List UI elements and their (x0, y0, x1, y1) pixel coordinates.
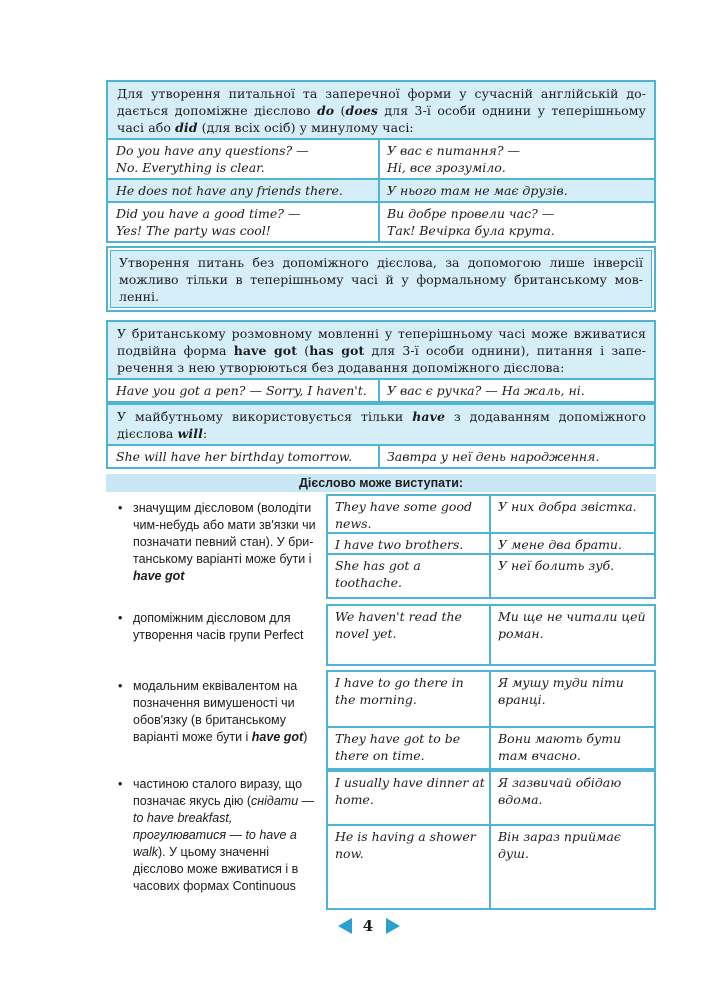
table-row: I usually have dinner at home. Я зазвичай обідаю вдома. (328, 772, 654, 824)
example-ukrainian: У нього там не має друзів. (387, 183, 568, 198)
example-english: Did you have a good time? — Yes! The party was cool! (108, 203, 380, 241)
example-row (108, 178, 654, 201)
bullet-modal-equivalent: • модальним еквівалентом на позначення вимушеності чи обов'язку (в британському варіанті може бути і have got) (118, 679, 308, 744)
example-row (108, 444, 654, 467)
table-row: She has got a toothache. У неї болить зуб. (328, 553, 654, 597)
table-row: He is having a shower now. Він зараз приймає душ. (328, 824, 654, 908)
bullet-dot: • (118, 679, 123, 693)
table-row: They have some good news. У них добра звістка. (328, 496, 654, 532)
verb-roles-heading: Дієслово може виступати: (106, 474, 656, 492)
next-arrow-icon (384, 916, 402, 936)
future-will-rule: У майбутньому використовується тільки have з додаванням допоміжного дієслова will: (108, 405, 654, 444)
table-row: I have to go there in the morning. Я мушу туди піти вранці. (328, 672, 654, 726)
example-ukrainian: У вас є питання? — Ні, все зрозуміло. (387, 143, 521, 175)
example-english: She will have her birthday tomorrow. (108, 446, 380, 467)
table-row: They have got to be there on time. Вони мають бути там вчасно. (328, 726, 654, 768)
future-will-box (106, 403, 656, 469)
examples-modal (326, 670, 656, 770)
bullet-dot: • (118, 777, 123, 791)
auxiliary-do-rule: Для утворення питальної та заперечної форми у сучасній англійській додається допоміжне дієслово do (does для 3-ї особи однини у теперішньому часі або did (для всіх осіб) у минулому часі: (108, 82, 654, 138)
table-row: We haven't read the novel yet. Ми ще не читали цей роман. (328, 606, 654, 664)
example-row (108, 201, 654, 241)
inversion-note-text: Утворення питань без допоміжного дієслова, за допомогою лише інверсії можливо тільки в теперішньому часі й у формальному британському мовленні. (110, 250, 652, 308)
bullet-set-expression: • частиною сталого виразу, що позначає якусь дію (снідати — to have breakfast, прогулюватися — to have a walk). У цьому значенні дієслово може вживатися і в часових формах Continuous (118, 777, 315, 893)
have-got-box (106, 320, 656, 403)
examples-auxiliary-verb (326, 604, 656, 666)
bullet-auxiliary-verb: • допоміжним дієсловом для утворення часів групи Perfect (118, 611, 304, 642)
bullet-dot: • (118, 611, 123, 625)
examples-main-verb (326, 494, 656, 599)
prev-arrow-icon (336, 916, 354, 936)
page-number (330, 916, 410, 936)
table-row: I have two brothers. У мене два брати. (328, 532, 654, 553)
example-ukrainian: Ви добре провели час? — Так! Вечірка була крута. (387, 206, 555, 238)
bullet-dot: • (118, 501, 123, 515)
example-ukrainian: У вас є ручка? — На жаль, ні. (387, 383, 585, 398)
inversion-note-box (106, 246, 656, 312)
bullet-main-verb: • значущим дієсловом (володіти чим-небудь або мати зв'язки чи позначати певний стан). У британському варіанті може бути і have got (118, 501, 316, 583)
example-english: Do you have any questions? — No. Everything is clear. (108, 140, 380, 178)
examples-set-expression (326, 770, 656, 910)
example-english: Have you got a pen? — Sorry, I haven't. (108, 380, 380, 401)
example-row (108, 138, 654, 178)
page-number-value: 4 (362, 917, 374, 935)
example-english: He does not have any friends there. (108, 180, 380, 201)
auxiliary-do-box (106, 80, 656, 243)
example-ukrainian: Завтра у неї день народження. (387, 449, 600, 464)
example-row (108, 378, 654, 401)
have-got-rule: У британському розмовному мовленні у теперішньому часі може вживатися подвійна форма have got (has got для 3-ї особи однини), питання і заперечення з нею утворюються без додавання допоміжного дієслова: (108, 322, 654, 378)
